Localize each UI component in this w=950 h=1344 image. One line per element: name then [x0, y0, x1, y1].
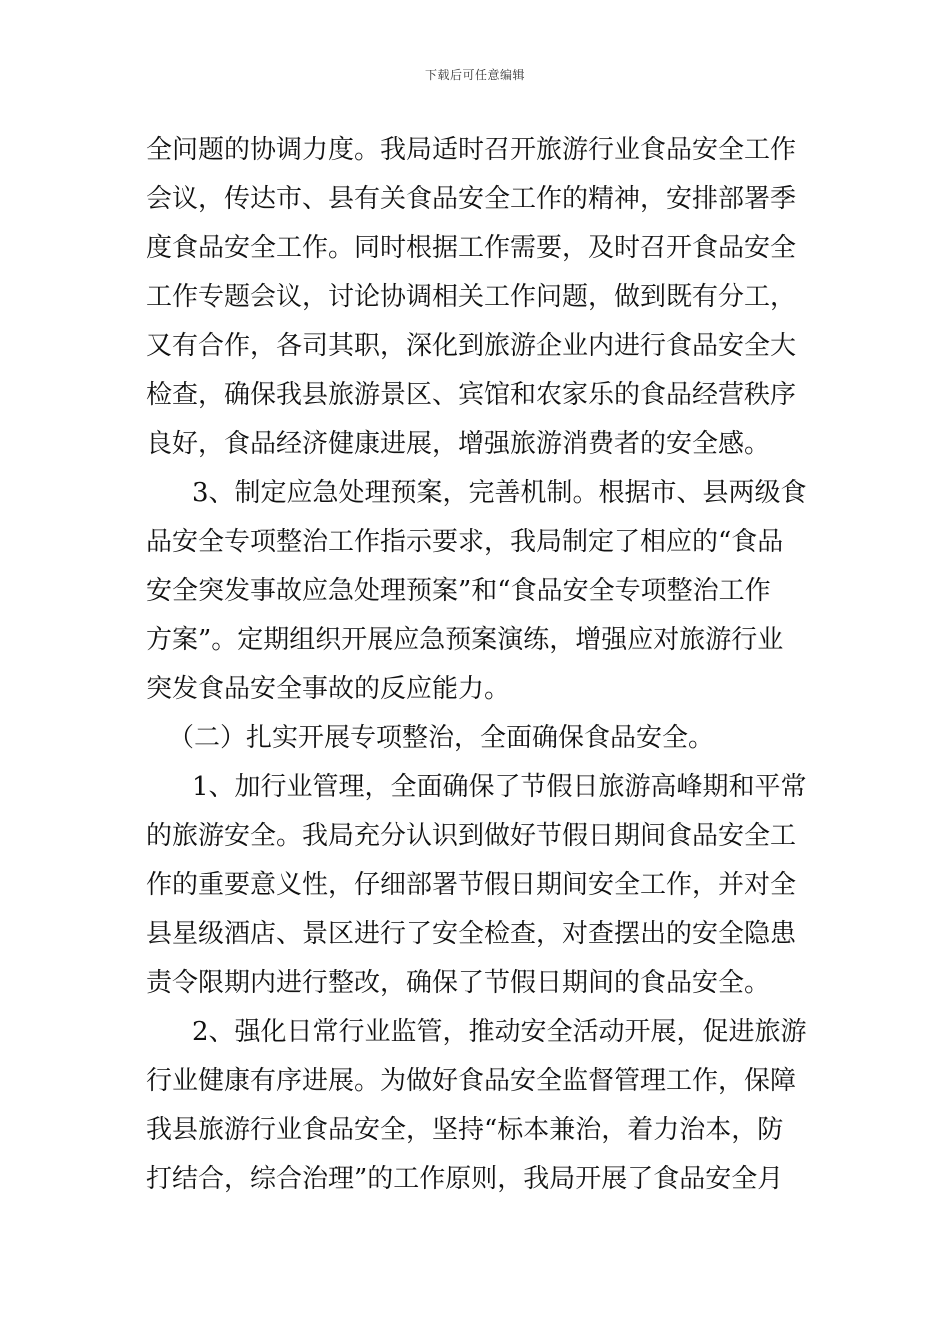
text-line: 工作专题会议，讨论协调相关工作问题，做到既有分工，	[146, 282, 797, 312]
text-line: 行业健康有序进展。为做好食品安全监督管理工作，保障	[146, 1066, 797, 1096]
text-line: 突发食品安全事故的反应能力。	[146, 674, 511, 704]
text-line: 会议，传达市、县有关食品安全工作的精神，安排部署季	[146, 184, 797, 214]
section-heading: （二）扎实开展专项整治，全面确保食品安全。	[168, 723, 715, 753]
text-line: 打结合，综合治理”的工作原则，我局开展了食品安全月	[146, 1164, 784, 1194]
text-line: 良好，食品经济健康进展，增强旅游消费者的安全感。	[146, 429, 771, 459]
page-header: 下载后可任意编辑	[424, 68, 525, 82]
text-line: 检查，确保我县旅游景区、宾馆和农家乐的食品经营秩序	[146, 380, 797, 410]
text-line: 的旅游安全。我局充分认识到做好节假日期间食品安全工	[146, 821, 797, 851]
text-line: 度食品安全工作。同时根据工作需要，及时召开食品安全	[146, 233, 797, 263]
text-line: 又有合作，各司其职，深化到旅游企业内进行食品安全大	[146, 331, 797, 361]
paragraph-start-line: 2、强化日常行业监管，推动安全活动开展，促进旅游	[192, 1017, 807, 1047]
text-line: 我县旅游行业食品安全，坚持“标本兼治，着力治本，防	[146, 1115, 784, 1145]
paragraph-start-line: 1、加行业管理，全面确保了节假日旅游高峰期和平常	[192, 772, 807, 802]
text-line: 方案”。定期组织开展应急预案演练，增强应对旅游行业	[146, 625, 784, 655]
text-line: 全问题的协调力度。我局适时召开旅游行业食品安全工作	[146, 135, 797, 165]
paragraph-start-line: 3、制定应急处理预案，完善机制。根据市、县两级食	[192, 478, 807, 508]
text-line: 作的重要意义性，仔细部署节假日期间安全工作，并对全	[146, 870, 797, 900]
text-line: 安全突发事故应急处理预案”和“食品安全专项整治工作	[146, 576, 771, 606]
text-line: 县星级酒店、景区进行了安全检查，对查摆出的安全隐患	[146, 919, 797, 949]
text-line: 品安全专项整治工作指示要求，我局制定了相应的“食品	[146, 527, 784, 557]
document-body	[146, 126, 808, 1204]
text-line: 责令限期内进行整改，确保了节假日期间的食品安全。	[146, 968, 771, 998]
